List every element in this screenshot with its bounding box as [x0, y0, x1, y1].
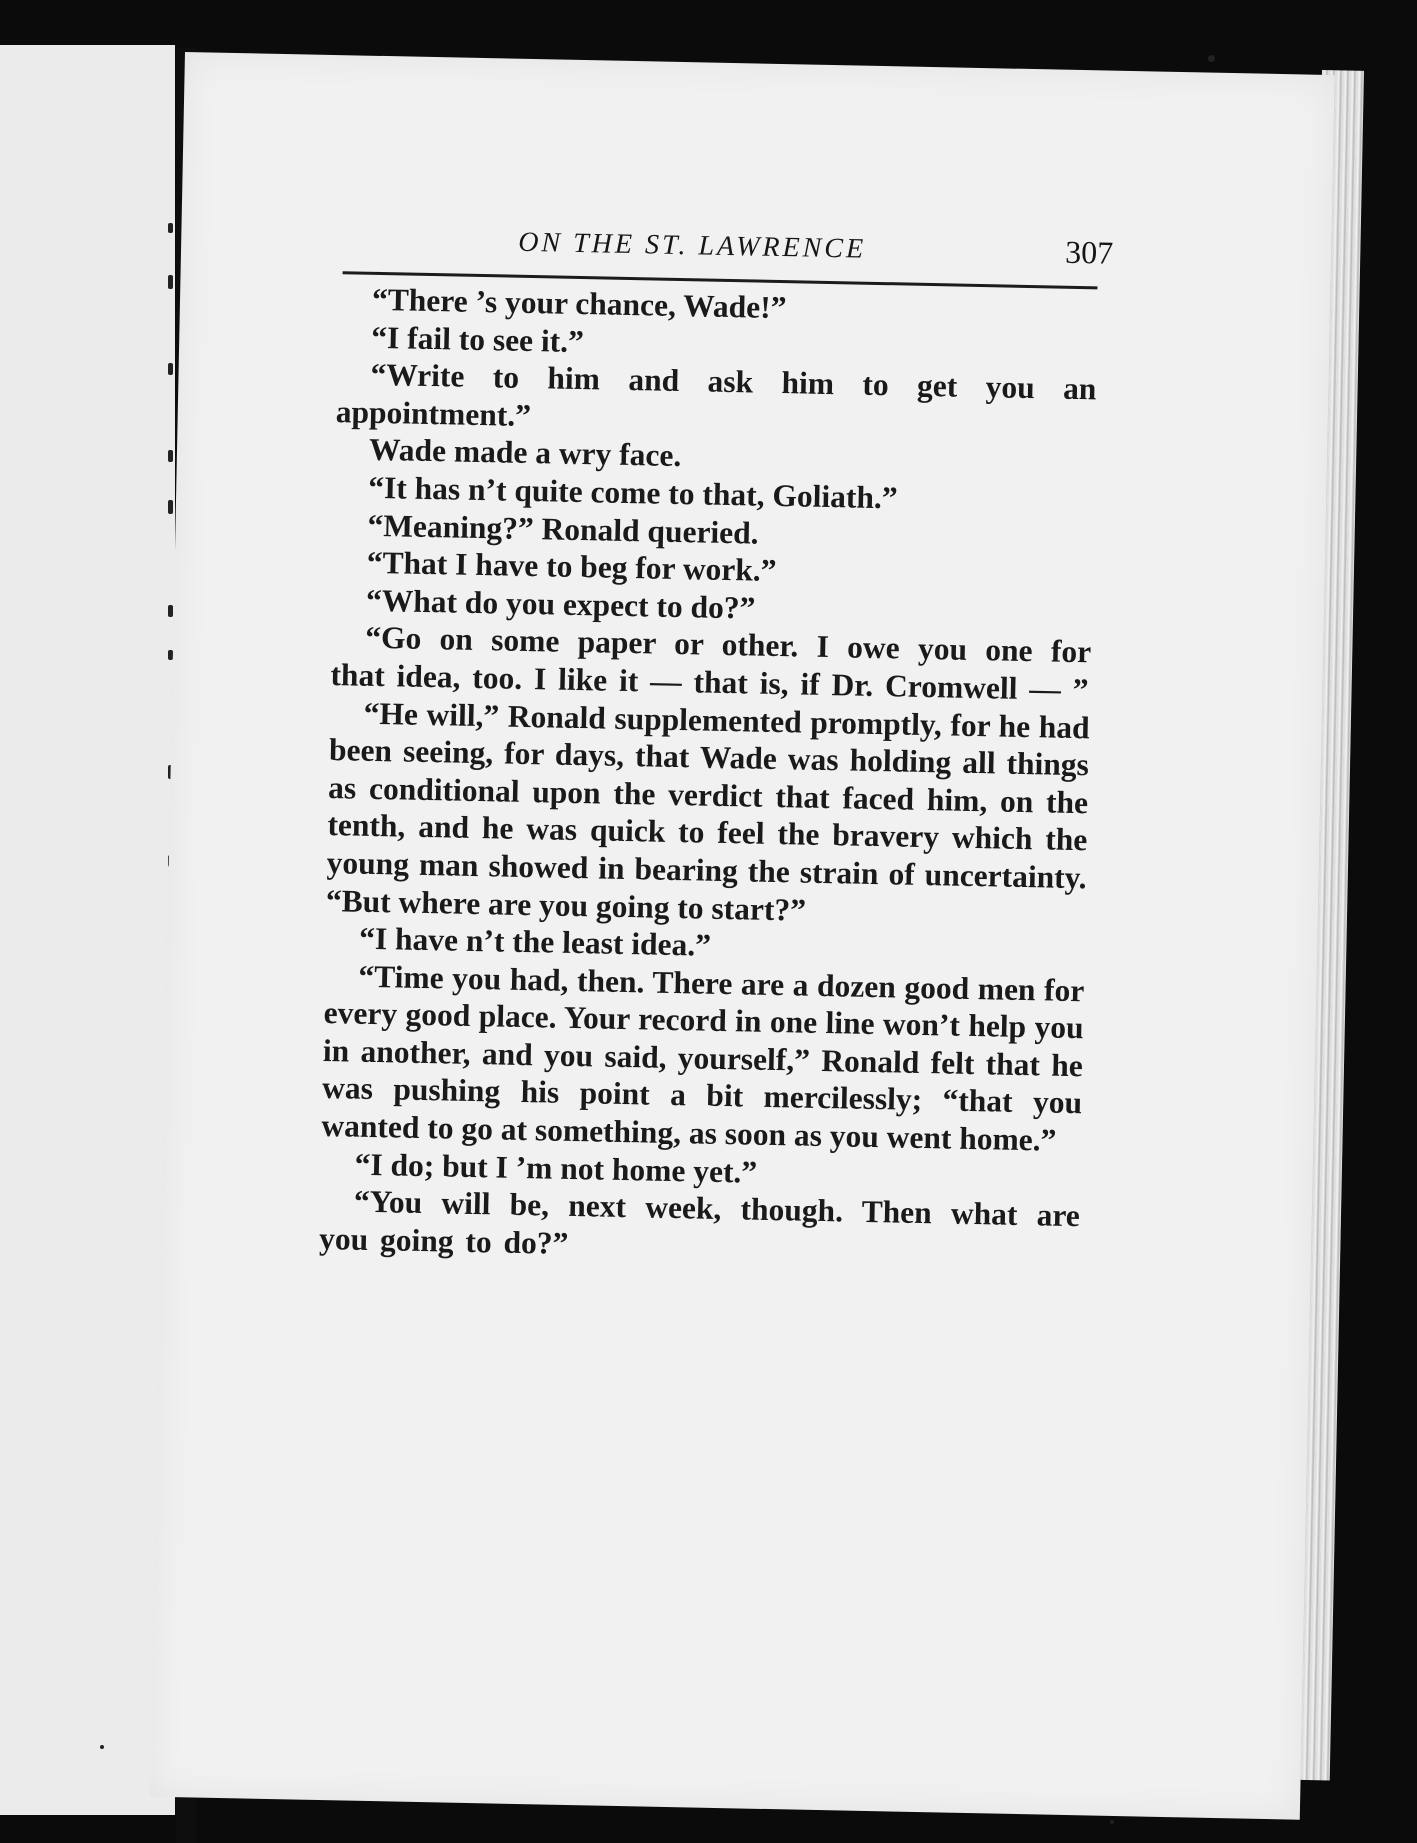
body-text [319, 280, 1098, 1272]
page-speck [168, 223, 173, 233]
paragraph: “What do you expect to do?” [365, 582, 756, 626]
paragraph: “Meaning?” Ronald queried. [367, 507, 759, 551]
paragraph: Wade made a wry face. [368, 432, 682, 474]
page-speck [168, 500, 173, 514]
facing-page-edge [0, 45, 175, 1815]
paragraph: “He will,” Ronald supplemented promptly, for he had been seeing, for days, that Wade was holding all things as conditional upon the verdict that faced him, on the tenth, and he was quick to feel the bravery which the young man showed in bearing the strain of uncertainty. “But where are you going to start?” [325, 695, 1090, 928]
dust-speck [1208, 55, 1215, 62]
dust-speck [100, 1745, 104, 1749]
running-header [343, 213, 1134, 289]
paragraph: “I fail to see it.” [370, 319, 585, 359]
paragraph: “I do; but I ’m not home yet.” [354, 1146, 758, 1190]
page-speck [168, 275, 173, 289]
paragraph: “I have n’t the least idea.” [358, 920, 712, 963]
paragraph: “Write to him and ask him to get you an appointment.” [335, 356, 1097, 433]
running-title: ON THE ST. LAWRENCE [517, 226, 867, 265]
page-speck [168, 363, 173, 375]
page-number: 307 [1064, 233, 1114, 271]
book-page [150, 52, 1335, 1820]
paragraph: “Time you had, then. There are a dozen good men for every good place. Your record in one line won’t help you in another, and you said, yourself,” Ronald felt that he was pushing his point a bit mercilessly; “that you wanted to go at something, as soon as you went home.” [321, 958, 1085, 1158]
paragraph: “You will be, next week, though. Then what are you going to do?” [318, 1183, 1081, 1261]
page-speck [168, 450, 173, 462]
paragraph: “Go on some paper or other. I owe you one for that idea, too. I like it — that is, if Dr. Cromwell — ” [330, 620, 1092, 708]
paragraph: “There ’s your chance, Wade!” [371, 281, 787, 326]
paragraph: “That I have to beg for work.” [366, 544, 777, 589]
dust-speck [1110, 1820, 1114, 1824]
paragraph: “It has n’t quite come to that, Goliath.” [367, 469, 898, 516]
page-speck [168, 605, 173, 617]
